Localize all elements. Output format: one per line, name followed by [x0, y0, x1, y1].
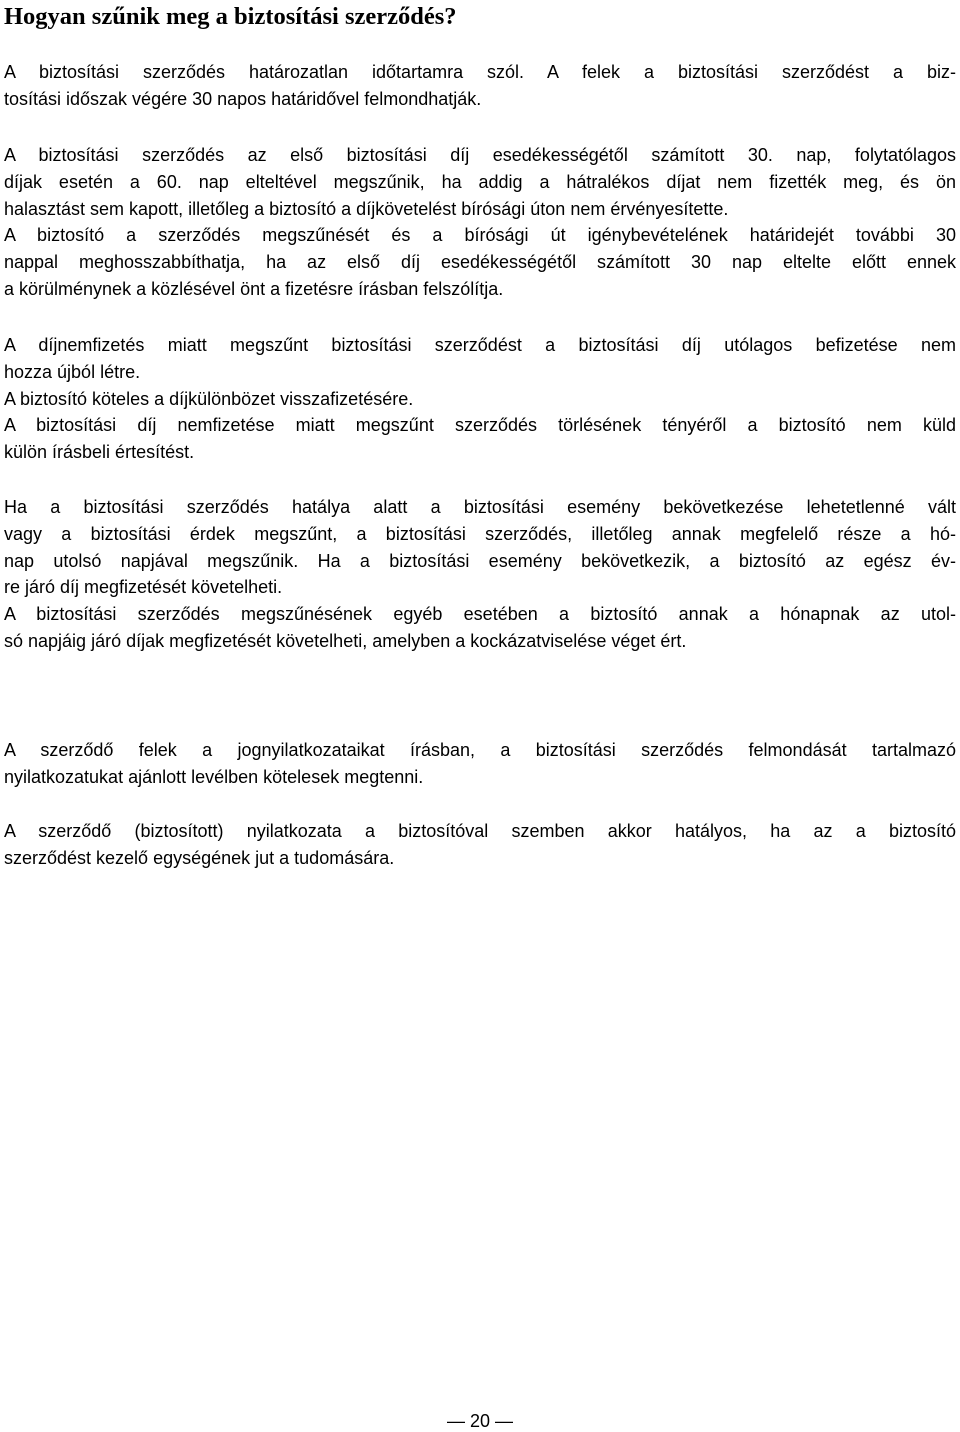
text-line: A szerződő (biztosított) nyilatkozata a biztosítóval szemben akkor hatályos, ha az a biztosító: [4, 821, 956, 841]
paragraph-declaration-effect: [4, 818, 956, 872]
text-line: A biztosítási szerződés megszűnésének egyéb esetében a biztosító annak a hónapnak az utol-: [4, 604, 956, 625]
text-line: halasztást sem kapott, illetőleg a biztosító a díjkövetelést bírósági úton nem érvényesítette.: [4, 198, 729, 219]
text-line: tosítási időszak végére 30 napos határidővel felmondhatják.: [4, 88, 482, 109]
text-line: a körülménynek a közlésével önt a fizetésre írásban felszólítja.: [4, 278, 504, 299]
text-line: A biztosítási szerződés az első biztosítási díj esedékességétől számított 30. nap, folytatólagos: [4, 145, 956, 165]
text-line: A szerződő felek a jognyilatkozataikat írásban, a biztosítási szerződés felmondását tartalmazó: [4, 740, 956, 760]
text-line: A biztosítási szerződés határozatlan időtartamra szól. A felek a biztosítási szerződést a biz-: [4, 62, 956, 82]
text-line: A biztosítási díj nemfizetése miatt megszűnt szerződés törlésének tényéről a biztosító nem küld: [4, 415, 956, 436]
text-line: A biztosító a szerződés megszűnését és a bírósági út igénybevételének határidejét további 30: [4, 225, 956, 246]
text-line: nyilatkozatukat ajánlott levélben kötelesek megtenni.: [4, 766, 424, 787]
paragraph-no-reinstatement: [4, 332, 956, 466]
paragraph-contract-term: [4, 59, 956, 113]
text-line: vagy a biztosítási érdek megszűnt, a biztosítási szerződés, illetőleg annak megfelelő része a hó-: [4, 523, 956, 544]
text-line: díjak esetén a 60. nap elteltével megszűnik, ha addig a hátralékos díjat nem fizették meg, és ön: [4, 171, 956, 192]
text-line: nappal meghosszabbíthatja, ha az első díj esedékességétől számított 30 nap eltelte előtt ennek: [4, 252, 956, 273]
paragraph-non-payment-termination: [4, 142, 956, 303]
paragraph-written-declarations: [4, 737, 956, 791]
text-line: A díjnemfizetés miatt megszűnt biztosítási szerződést a biztosítási díj utólagos befizetése nem: [4, 335, 956, 355]
text-line: hozza újból létre.: [4, 361, 141, 382]
page-title: Hogyan szűnik meg a biztosítási szerződés?: [4, 3, 457, 30]
page-number: — 20 —: [446, 1411, 514, 1431]
text-line: külön írásbeli értesítést.: [4, 442, 195, 463]
text-line: re járó díj megfizetését követelheti.: [4, 577, 283, 598]
text-line: só napjáig járó díjak megfizetését követelheti, amelyben a kockázatviselése véget ért.: [4, 630, 687, 651]
paragraph-other-termination: [4, 494, 956, 655]
text-line: szerződést kezelő egységének jut a tudomására.: [4, 847, 395, 868]
text-line: A biztosító köteles a díjkülönbözet visszafizetésére.: [4, 388, 414, 409]
text-line: Ha a biztosítási szerződés hatálya alatt a biztosítási esemény bekövetkezése lehetetlenné vált: [4, 497, 956, 517]
text-line: nap utolsó napjával megszűnik. Ha a biztosítási esemény bekövetkezik, a biztosító az egész év-: [4, 550, 956, 571]
